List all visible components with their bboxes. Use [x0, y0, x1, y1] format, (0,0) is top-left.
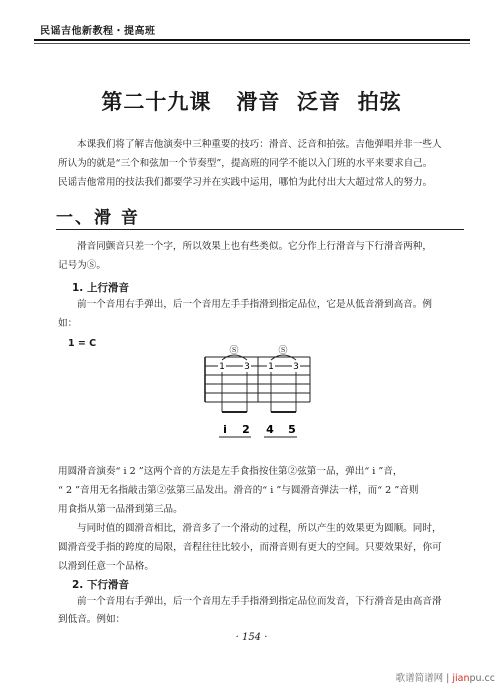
intro-line-3: 民谣吉他常用的技法我们都要学习并在实践中运用，哪怕为此付出大大超过常人的努力。 — [58, 177, 433, 188]
upward-slide-line-1: 前一个音用右手弹出，后一个音用左手手指滑到指定品位，它是从低音滑到高音。例 — [77, 299, 432, 310]
watermark-highlight: jian — [452, 673, 470, 684]
intro-line-1: 本课我们将了解吉他演奏中三种重要的技巧：滑音、泛音和拍弦。吉他弹唱并非一些人 — [77, 139, 442, 150]
subheading-upward-slide: 1. 上行滑音 — [72, 282, 129, 294]
site-watermark — [396, 670, 495, 684]
slide-intro-line-1: 滑音同颤音只差一个字，所以效果上也有些类似。它分作上行滑音与下行滑音两种， — [77, 241, 432, 252]
upward-slide-line-2: 如： — [58, 318, 78, 329]
key-signature: 1 = C — [68, 338, 97, 349]
fret-number: 1 — [268, 362, 274, 372]
explain-line-3: 用食指从第一品滑到第三品。 — [58, 504, 183, 515]
fret-number: 1 — [219, 362, 225, 372]
slide-mark-2: Ⓢ — [278, 346, 288, 356]
running-header: 民谣吉他新教程・提高班 — [40, 26, 156, 37]
explain-line-1: 用圆滑音演奏“ i 2 ”这两个音的方法是左手食指按住第②弦第一品，弹出“ i ”音， — [58, 466, 403, 477]
numbered-note: 2 — [242, 423, 250, 436]
watermark-suffix: pu.cc — [469, 673, 495, 684]
explain-line-5: 圆滑音受手指的跨度的局限，音程往往比较小，而滑音则有更大的空间。只要效果好，你可 — [58, 542, 442, 553]
slide-intro-line-2: 记号为Ⓢ。 — [58, 260, 106, 271]
explain-line-6: 以滑到任意一个品格。 — [58, 561, 154, 572]
numbered-note: i — [223, 423, 227, 436]
fret-number: 3 — [293, 362, 299, 372]
explain-line-4: 与同时值的圆滑音相比，滑音多了一个滑动的过程，所以产生的效果更为圆顺。同时， — [77, 523, 442, 534]
explain-line-2: “ 2 ”音用无名指敲击第②弦第三品发出。滑音的“ i ”与圆滑音弹法一样，而“ 2 ”音则 — [58, 485, 419, 496]
watermark-text: 歌谱简谱网 | — [395, 673, 453, 684]
page-number: · 154 · — [235, 632, 268, 643]
fret-number: 3 — [244, 362, 250, 372]
slide-mark-1: Ⓢ — [229, 346, 239, 356]
intro-line-2: 所认为的就是“三个和弦加一个节奏型”，提高班的同学不能以入门班的水平来要求自己。 — [58, 158, 433, 169]
numbered-note: 4 — [266, 423, 274, 436]
lesson-title: 第二十九课 滑音 泛音 拍弦 — [101, 90, 402, 114]
downward-slide-line-2: 到低音。例如： — [58, 614, 126, 625]
numbered-note: 5 — [288, 423, 296, 436]
note-stems — [222, 372, 296, 412]
section-title-slide: 一、滑 音 — [56, 208, 140, 228]
subheading-downward-slide: 2. 下行滑音 — [72, 579, 129, 591]
downward-slide-line-1: 前一个音用右手弹出，后一个音用左手手指滑到指定品位而发音，下行滑音是由高音滑 — [77, 596, 442, 607]
